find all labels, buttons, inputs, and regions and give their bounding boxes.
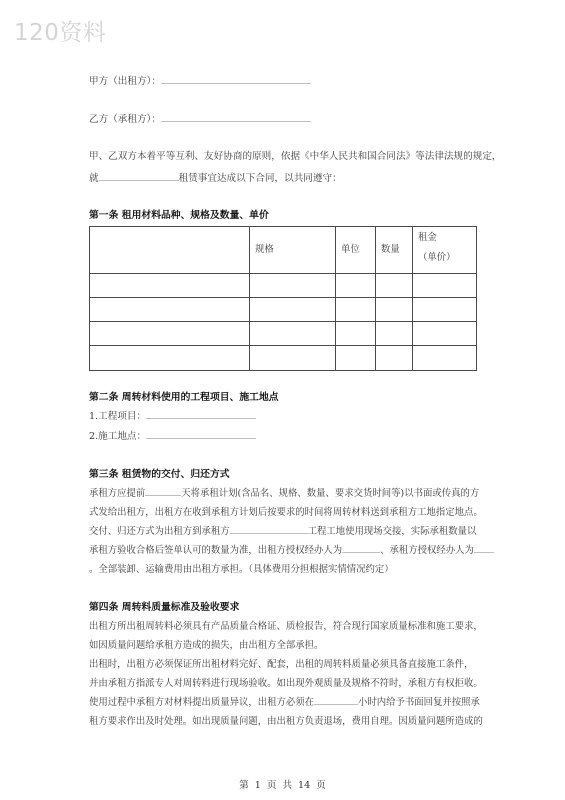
- table-cell: [376, 346, 413, 371]
- table-cell: [90, 346, 250, 371]
- page-footer: [0, 777, 565, 791]
- table-header-cell: 单位: [336, 227, 376, 274]
- article-3-line-3-rest: 工程工地使用现场交接，实际承租数量以: [307, 526, 477, 537]
- table-header-row: [90, 227, 477, 274]
- table-header-cell: [90, 227, 250, 274]
- article-1-title: 第一条 租用材料品种、规格及数量、单价: [89, 210, 269, 221]
- article-4-line-2: 如因质量问题给承租方造成的损失，由出租方全部承担。: [89, 640, 324, 651]
- article-3-line-4: [89, 542, 494, 556]
- table-row: [90, 274, 477, 298]
- article-3-title: 第三条 租赁物的交付、归还方式: [89, 469, 230, 480]
- article-3-line-1: [89, 485, 479, 499]
- article-2-title: 第二条 周转材料使用的工程项目、施工地点: [89, 392, 279, 403]
- table-row: [90, 322, 477, 346]
- article-4-title: 第四条 周转料质量标准及验收要求: [89, 602, 240, 613]
- table-header-cell: 规格: [250, 227, 336, 274]
- footer-text: 页: [266, 780, 277, 791]
- site-blank: [146, 428, 256, 439]
- table-cell: [336, 322, 376, 346]
- table-cell: [413, 322, 477, 346]
- response-hours-blank: [314, 694, 358, 705]
- lessor-agent-blank: [342, 542, 380, 553]
- intro-prefix: 就: [89, 173, 99, 184]
- project-line: [89, 408, 256, 423]
- response-label: 使用过程中承租方对材料提出质量异议，出租方必须在: [89, 697, 315, 708]
- article-4-line-5-rest: 小时内给予书面回复并按照承: [358, 697, 480, 708]
- table-cell: [250, 274, 336, 298]
- article-3-line-3: [89, 523, 476, 537]
- table-cell: [413, 274, 477, 298]
- table-cell: [413, 298, 477, 322]
- footer-text: 页: [316, 780, 326, 791]
- current-page-number: 1: [254, 780, 261, 791]
- footer-text: 共: [282, 780, 293, 791]
- table-cell: [336, 274, 376, 298]
- party-b-blank: [161, 111, 311, 122]
- party-a-line: [89, 73, 311, 88]
- footer-text: 第: [239, 780, 249, 791]
- site-line: [89, 428, 256, 443]
- table-cell: [336, 346, 376, 371]
- material-spec-table: [89, 226, 477, 371]
- table-cell: [376, 298, 413, 322]
- article-4-line-1: 出租方所出租周转料必须具有产品质量合格证、质检报告，符合现行国家质量标准和施工要求，: [89, 621, 483, 632]
- article-3-line-1-rest: 天将承租计划(含品名、规格、数量、要求交货时间等)以书面或传真的方: [181, 488, 480, 499]
- article-3-line-2: 式发给出租方，出租方在收到承租方计划后按要求的时间将周转材料送到承租方工地指定地点。: [89, 507, 483, 518]
- table-cell: [413, 346, 477, 371]
- table-cell: [90, 298, 250, 322]
- table-header-cell: 数量: [376, 227, 413, 274]
- site-label: 2.施工地点：: [89, 431, 147, 442]
- intro-line-2: [89, 170, 342, 185]
- article-4-line-4: 并由承租方指派专人对周转料进行现场验收。如出现外观质量及规格不符时，承租方有权拒收。: [89, 678, 483, 689]
- table-header-cell: [413, 227, 477, 274]
- lessee-agent-blank: [474, 542, 494, 553]
- table-cell: [90, 274, 250, 298]
- advance-label: 承租方应提前: [89, 488, 146, 499]
- table-cell: [336, 298, 376, 322]
- table-cell: [90, 322, 250, 346]
- party-b-label: 乙方（承租方）：: [89, 114, 161, 125]
- watermark-logo: 120资料: [14, 20, 107, 46]
- party-a-blank: [161, 73, 311, 84]
- intro-blank: [99, 170, 179, 181]
- table-cell: [376, 274, 413, 298]
- total-page-count: 14: [298, 780, 311, 791]
- table-cell: [250, 298, 336, 322]
- project-label: 1.工程项目：: [89, 411, 147, 422]
- intro-line-1: 甲、乙双方本着平等互利、友好协商的原则，依据《中华人民共和国合同法》等法律法规的规定，: [89, 151, 502, 162]
- table-row: [90, 346, 477, 371]
- advance-days-blank: [145, 485, 181, 496]
- table-cell: [250, 346, 336, 371]
- project-blank: [146, 408, 256, 419]
- article-3-line-5: 。全部装卸、运输费用由出租方承担。（具体费用分担根据实情情况约定）: [89, 564, 394, 575]
- party-b-line: [89, 111, 311, 126]
- delivery-label: 交付、归还方式为出租方到承租方: [89, 526, 230, 537]
- table-row: [90, 298, 477, 322]
- party-a-label: 甲方（出租方）：: [89, 76, 161, 87]
- article-4-line-3: 出租时，出租方必须保证所出租材料完好、配套，出租的周转料质量必须具备直接施工条件，: [89, 659, 474, 670]
- article-4-line-5: [89, 694, 480, 708]
- article-4-line-6: 租方要求作出及时处理。如出现质量问题，由出租方负责退场，费用自理。因质量问题所造成的: [89, 716, 483, 727]
- rent-label: 租金: [418, 232, 437, 243]
- agent-label: 承租方验收合格后签单认可的数量为准，出租方授权经办人为: [89, 545, 343, 556]
- lessee-agent-label: 、承租方授权经办人为: [380, 545, 474, 556]
- table-cell: [376, 322, 413, 346]
- lessee-site-blank: [230, 523, 308, 534]
- table-cell: [250, 322, 336, 346]
- unit-price-label: （单价）: [418, 252, 456, 263]
- intro-suffix: 租赁事宜达成以下合同，以共同遵守：: [178, 173, 342, 184]
